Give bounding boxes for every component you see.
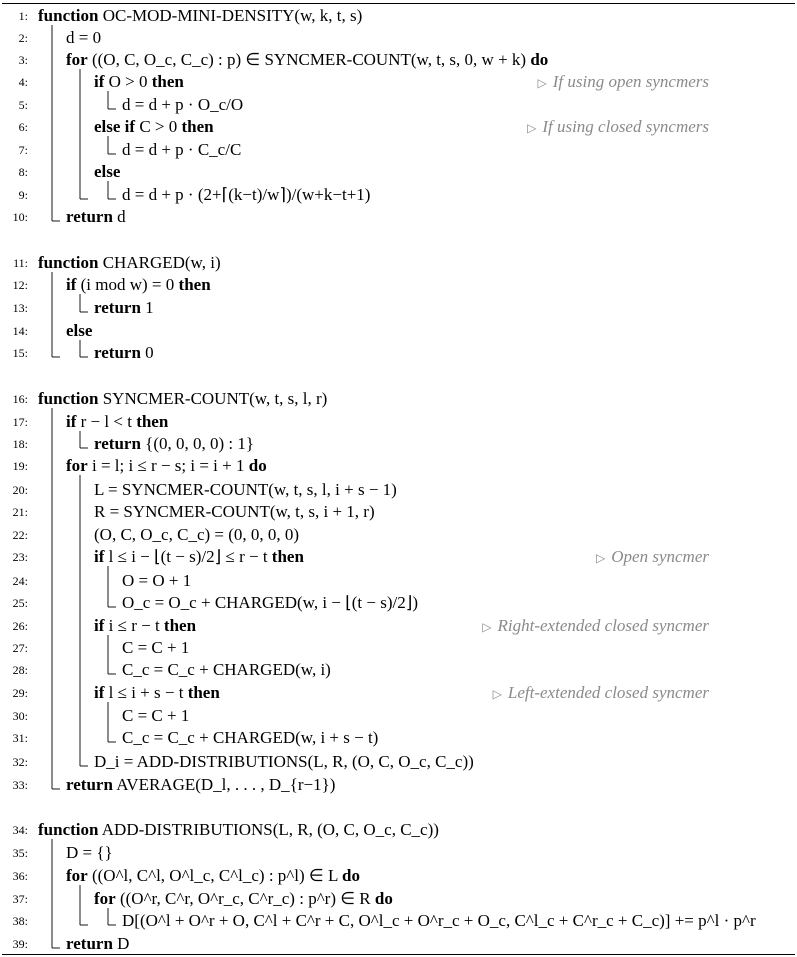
algorithm-line	[0, 659, 797, 681]
algorithm-line	[0, 865, 797, 887]
line-code: if i ≤ r − t then	[94, 616, 197, 635]
line-number: 19:	[12, 459, 28, 473]
algorithm-line	[0, 910, 797, 932]
line-number: 37:	[12, 892, 28, 906]
line-number: 29:	[12, 686, 28, 700]
algorithm-line	[0, 524, 797, 546]
line-code: d = d + p · (2+⌈(k−t)/w⌉)/(w+k−t+1)	[122, 185, 371, 204]
line-code: else	[94, 162, 121, 181]
line-number: 11:	[13, 256, 28, 270]
line-number: 34:	[12, 823, 28, 837]
line-code: L = SYNCMER-COUNT(w, t, s, l, i + s − 1)	[94, 480, 397, 499]
line-code: function CHARGED(w, i)	[38, 253, 221, 272]
line-code: (O, C, O_c, C_c) = (0, 0, 0, 0)	[94, 525, 300, 544]
line-number: 26:	[12, 619, 28, 633]
algorithm-line	[0, 411, 797, 433]
line-number: 4:	[18, 75, 28, 89]
line-number: 25:	[12, 596, 28, 610]
line-number: 35:	[12, 846, 28, 860]
line-code: C_c = C_c + CHARGED(w, i)	[122, 660, 331, 679]
line-number: 15:	[12, 346, 28, 360]
line-number: 21:	[12, 505, 28, 519]
algorithm-line	[0, 5, 797, 27]
algorithm-line	[0, 842, 797, 864]
line-code: d = d + p · O_c/O	[122, 95, 244, 114]
line-comment: ▷ If using closed syncmers	[527, 117, 709, 136]
line-number: 18:	[12, 437, 28, 451]
algorithm-line	[0, 501, 797, 523]
line-code: C_c = C_c + CHARGED(w, i + s − t)	[122, 728, 379, 747]
line-number: 3:	[18, 53, 28, 67]
line-number: 6:	[18, 120, 28, 134]
line-code: if l ≤ i + s − t then	[94, 683, 220, 702]
line-code: D_i = ADD-DISTRIBUTIONS(L, R, (O, C, O_c, C_c))	[94, 752, 474, 771]
line-code: return d	[66, 207, 126, 226]
line-number: 33:	[12, 778, 28, 792]
line-code: O_c = O_c + CHARGED(w, i − ⌊(t − s)/2⌋)	[122, 593, 419, 612]
line-code: return D	[66, 934, 130, 953]
line-number: 38:	[12, 914, 28, 928]
algorithm-line	[0, 682, 797, 704]
line-code: else	[66, 321, 93, 340]
algorithm-line	[0, 455, 797, 477]
line-code: for ((O^r, C^r, O^r_c, C^r_c) : p^r) ∈ R do	[94, 889, 393, 908]
line-code: for ((O, C, O_c, C_c) : p) ∈ SYNCMER-COUNT(w, t, s, 0, w + k) do	[66, 50, 549, 69]
line-number: 8:	[18, 165, 28, 179]
line-number: 14:	[12, 324, 28, 338]
line-code: for ((O^l, C^l, O^l_c, C^l_c) : p^l) ∈ L do	[66, 866, 360, 885]
line-code: return 0	[94, 343, 154, 362]
line-comment: ▷ If using open syncmers	[537, 72, 709, 91]
algorithm-line	[0, 71, 797, 93]
line-number: 24:	[12, 574, 28, 588]
line-number: 2:	[18, 31, 28, 45]
line-code: function SYNCMER-COUNT(w, t, s, l, r)	[38, 389, 328, 408]
algorithm-line	[0, 933, 797, 955]
line-code: function OC-MOD-MINI-DENSITY(w, k, t, s)	[38, 6, 363, 25]
algorithm-line	[0, 252, 797, 274]
line-code: D = {}	[66, 843, 113, 862]
line-comment: ▷ Right-extended closed syncmer	[482, 616, 709, 635]
line-number: 20:	[12, 483, 28, 497]
line-code: d = d + p · C_c/C	[122, 140, 242, 159]
line-number: 7:	[18, 143, 28, 157]
algorithm-line	[0, 49, 797, 71]
line-code: C = C + 1	[122, 638, 190, 657]
algorithm-line	[0, 888, 797, 910]
line-code: if r − l < t then	[66, 412, 169, 431]
line-number: 39:	[12, 937, 28, 951]
line-number: 23:	[12, 550, 28, 564]
line-code: return AVERAGE(D_l, . . . , D_{r−1})	[66, 775, 336, 794]
line-comment: ▷ Open syncmer	[596, 547, 709, 566]
algorithm-line	[0, 388, 797, 410]
algorithm-line	[0, 433, 797, 455]
line-number: 1:	[18, 9, 28, 23]
line-code: if l ≤ i − ⌊(t − s)/2⌋ ≤ r − t then	[94, 547, 304, 566]
line-number: 36:	[12, 869, 28, 883]
algorithm-line	[0, 751, 797, 773]
bottom-rule	[2, 954, 795, 955]
line-number: 13:	[12, 301, 28, 315]
algorithm-line	[0, 570, 797, 592]
line-code: d = 0	[66, 28, 102, 47]
algorithm-line	[0, 342, 797, 364]
line-number: 5:	[18, 98, 28, 112]
line-code: return 1	[94, 298, 154, 317]
line-code: D[(O^l + O^r + O, C^l + C^r + C, O^l_c + O^r_c + O_c, C^l_c + C^r_c + C_c)] += p^l · p^r	[122, 911, 756, 930]
algorithm-line	[0, 774, 797, 796]
algorithm-line	[0, 161, 797, 183]
algorithm-line	[0, 727, 797, 749]
algorithm-line	[0, 615, 797, 637]
line-code: function ADD-DISTRIBUTIONS(L, R, (O, C, O_c, C_c))	[38, 820, 439, 839]
algorithm-line	[0, 116, 797, 138]
line-code: R = SYNCMER-COUNT(w, t, s, i + 1, r)	[94, 502, 375, 521]
line-code: return {(0, 0, 0, 0) : 1}	[94, 434, 255, 453]
algorithm-line	[0, 274, 797, 296]
line-number: 12:	[12, 278, 28, 292]
line-number: 16:	[12, 392, 28, 406]
line-number: 32:	[12, 755, 28, 769]
algorithm-line	[0, 139, 797, 161]
line-number: 31:	[12, 731, 28, 745]
line-number: 30:	[12, 709, 28, 723]
line-number: 22:	[12, 528, 28, 542]
line-code: for i = l; i ≤ r − s; i = i + 1 do	[66, 456, 267, 475]
algorithm-line	[0, 592, 797, 614]
algorithm-line	[0, 94, 797, 116]
algorithm-line	[0, 320, 797, 342]
line-number: 9:	[18, 188, 28, 202]
algorithm-line	[0, 184, 797, 206]
line-code: C = C + 1	[122, 706, 190, 725]
algorithm-line	[0, 206, 797, 228]
algorithm-line	[0, 27, 797, 49]
algorithm-line	[0, 546, 797, 568]
algorithm-line	[0, 819, 797, 841]
line-number: 28:	[12, 663, 28, 677]
line-code: else if C > 0 then	[94, 117, 214, 136]
line-code: if O > 0 then	[94, 72, 184, 91]
line-code: O = O + 1	[122, 571, 192, 590]
algorithm-line	[0, 297, 797, 319]
line-number: 17:	[12, 415, 28, 429]
line-code: if (i mod w) = 0 then	[66, 275, 211, 294]
line-number: 27:	[12, 641, 28, 655]
algorithm-line	[0, 637, 797, 659]
line-comment: ▷ Left-extended closed syncmer	[492, 683, 709, 702]
algorithm-line	[0, 479, 797, 501]
algorithm-line	[0, 705, 797, 727]
line-number: 10:	[12, 210, 28, 224]
